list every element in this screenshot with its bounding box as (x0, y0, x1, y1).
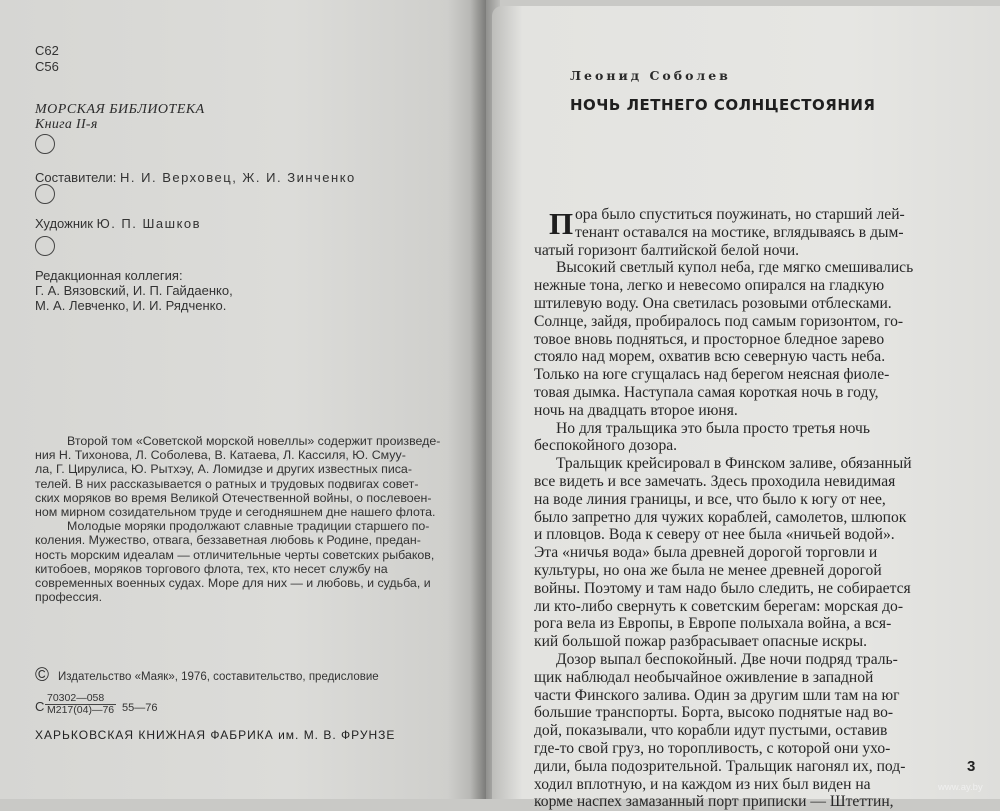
editorial-board-line: Г. А. Вязовский, И. П. Гайдаенко, (35, 283, 233, 298)
annotation-paragraph (35, 434, 440, 604)
body-line: и пловцов. Вода к северу от нее была «ничьей водой». (534, 526, 895, 544)
body-line: нежные тона, легко и невесомо опирался на гладкую (534, 277, 885, 295)
artist-credit (35, 216, 201, 231)
annotation-line: коления. Мужество, отвага, беззаветная любовь к Родине, предан- (35, 533, 421, 548)
annotation-line: ских моряков во время Великой Отечественной войны, о послевоен- (35, 490, 432, 505)
body-line: чатый горизонт балтийской белой ночи. (534, 241, 800, 259)
body-line: где-то свой груз, но торопливость, с которой они ухо- (534, 739, 891, 757)
artist-label: Художник (35, 216, 93, 231)
body-line: ли кто-либо свернуть к советским берегам: морская до- (534, 597, 904, 615)
artist-name: Ю. П. Шашков (96, 216, 202, 231)
compilers-label: Составители: (35, 170, 117, 185)
body-line: Дозор выпал беспокойный. Две ночи подряд траль- (556, 650, 898, 668)
copyright-text: Издательство «Маяк», 1976, составительство, предисловие (58, 671, 379, 683)
annotation-line: Молодые моряки продолжают славные традиции старшего по- (67, 519, 430, 534)
body-line: штилевую воду. Она светилась розовыми отблесками. (534, 294, 892, 312)
annotation-line: современных военных судах. Море для них — и любовь, и судьба, и (35, 576, 431, 591)
index-letter: С (35, 699, 45, 714)
body-line: культуры, но она же была не менее древней дорогой (534, 561, 882, 579)
annotation-line: ном мирном созидательном труде и сегодняшнем дне нашего флота. (35, 505, 436, 520)
editorial-board-line: М. А. Левченко, И. И. Рядченко. (35, 298, 227, 313)
classification-code: С62 (35, 43, 59, 58)
body-line: Эта «ничья вода» была древней дорогой торговли и (534, 544, 878, 562)
copyright-symbol: © (35, 665, 49, 686)
body-line: беспокойного дозора. (534, 437, 678, 455)
page-number: 3 (967, 758, 976, 775)
body-line: дили, была подозрительной. Тральщик нагонял их, под- (534, 757, 906, 775)
body-line: товое вновь подняться, и просторное бледное зарево (534, 330, 885, 348)
body-line: кий большой пожар разбрасывает опасные искры. (534, 633, 868, 651)
annotation-line: китобоев, моряков торгового флота, тех, кто несет службу на (35, 561, 388, 576)
editorial-board-title: Редакционная коллегия: (35, 268, 183, 283)
compilers-names: Н. И. Верховец, Ж. И. Зинченко (120, 170, 356, 185)
body-line: Высокий светлый купол неба, где мягко смешивались (556, 259, 914, 277)
drop-cap: П (549, 206, 574, 241)
body-line: корме наспех замазанный порт приписки — Штеттин, (534, 793, 894, 811)
body-line: рога вела из Европы, в Европе полыхала война, а вся- (534, 615, 892, 633)
author-name: Леонид Соболев (570, 68, 731, 83)
index-suffix: 55—76 (122, 702, 158, 714)
body-line: части Финского залива. Один за другим шли там на юг (534, 686, 900, 704)
body-line: Солнце, зайдя, пробиралось под самым горизонтом, го- (534, 312, 904, 330)
body-line: щик наблюдал необычайное оживление в западной (534, 668, 874, 686)
body-line: дой, показывали, что корабли идут пустыми, оставив (534, 722, 888, 740)
printer-line: ХАРЬКОВСКАЯ КНИЖНАЯ ФАБРИКА им. М. В. ФРУНЗЕ (35, 728, 396, 742)
story-body (534, 206, 913, 811)
annotation-line: ность морским идеалам — отличительные черты советских рыбаков, (35, 547, 435, 562)
classification-code: С56 (35, 59, 59, 74)
index-numerator: 70302—058 (45, 693, 116, 705)
annotation-line: ла, Г. Цирулиса, Ю. Рытхэу, А. Ломидзе и других известных пиcа- (35, 462, 412, 477)
body-line: было запретно для чужих кораблей, самолетов, шлюпок (534, 508, 907, 526)
body-line: большие транспорты. Борта, высоко поднятые над во- (534, 704, 894, 722)
book-number: Книга II-я (35, 117, 98, 132)
body-line: ночь на двадцать второе июня. (534, 401, 738, 419)
compilers-credit (35, 170, 356, 185)
annotation-line: профессия. (35, 590, 103, 605)
body-line: войны. Поэтому и там надо было следить, не собирается (534, 579, 911, 597)
body-line: Но для тральщика это была просто третья ночь (556, 419, 870, 437)
body-line: все видеть и все замечать. Здесь проходила невидимая (534, 472, 896, 490)
placeholder-circle-icon (35, 236, 55, 256)
body-line: стояло над морем, охватив всю северную часть неба. (534, 348, 886, 366)
annotation-line: Второй том «Советской морской новеллы» содержит произведе- (67, 434, 441, 448)
series-title: МОРСКАЯ БИБЛИОТЕКА (35, 102, 205, 117)
right-page (492, 6, 1000, 811)
body-line: товая дымка. Наступала самая короткая ночь в году, (534, 383, 879, 401)
index-denominator: М217(04)—76 (47, 704, 115, 716)
body-line: тенант оставался на мостике, вглядываясь в дым- (575, 223, 904, 241)
placeholder-circle-icon (35, 184, 55, 204)
annotation-line: ния Н. Тихонова, Л. Соболева, В. Катаева, Л. Кассиля, Ю. Смуу- (35, 448, 406, 463)
left-page (0, 0, 486, 799)
body-line: ора было спуститься поужинать, но старший лей- (575, 206, 905, 223)
placeholder-circle-icon (35, 134, 55, 154)
annotation-line: телей. В них рассказывается о ратных и трудовых подвигах совет- (35, 476, 419, 491)
index-fraction (45, 693, 116, 716)
watermark: www.ay.by (938, 782, 983, 793)
body-line: на воде линия границы, и все, что было к югу от нее, (534, 490, 886, 508)
body-line: ходил вплотную, и на каждом из них был виден на (534, 775, 871, 793)
story-title: НОЧЬ ЛЕТНЕГО СОЛНЦЕСТОЯНИЯ (570, 96, 876, 114)
body-line: Тральщик крейсировал в Финском заливе, обязанный (556, 455, 912, 473)
body-line: Только на юге сгущалась над берегом неясная фиоле- (534, 366, 890, 384)
